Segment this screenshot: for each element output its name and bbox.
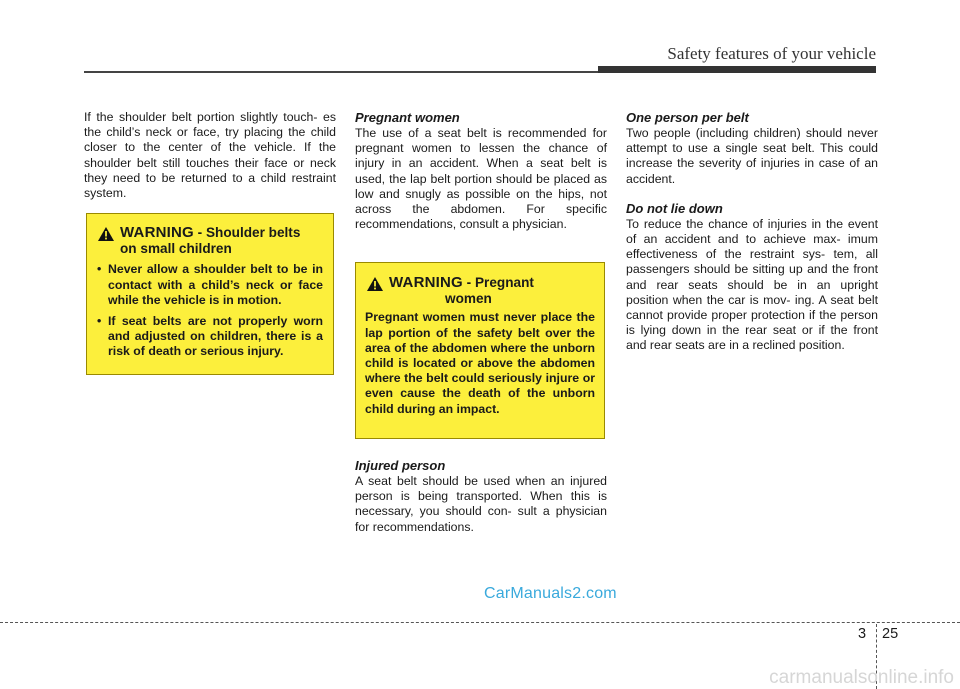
warning-triangle-icon bbox=[97, 226, 115, 242]
warning-title-line2: on small children bbox=[120, 241, 232, 257]
injured-person-paragraph: A seat belt should be used when an injured person is being transported. When this is necessary, you should con- sult a physician for recommendations. bbox=[355, 474, 607, 534]
warning-header bbox=[365, 275, 595, 306]
column-middle bbox=[355, 110, 607, 232]
warning-header bbox=[96, 225, 323, 256]
column-middle-lower bbox=[355, 458, 607, 535]
warning-word: WARNING bbox=[389, 274, 463, 291]
warning-bullet: • Never allow a shoulder belt to be in contact with a child’s neck or face while the vehicle is in motion. bbox=[96, 262, 323, 308]
heading-injured-person: Injured person bbox=[355, 458, 446, 473]
chapter-number: 3 bbox=[858, 626, 867, 642]
pregnant-women-paragraph: The use of a seat belt is recommended for pregnant women to lessen the chance of injury in an accident. When a seat belt is used, the lap belt portion should be placed as low and snugly as possible on the hips, not across the abdomen. For specific recommendations, consult a physician. bbox=[355, 126, 607, 232]
footer-divider bbox=[0, 622, 960, 623]
warning-bullet: • If seat belts are not properly worn and adjusted on children, there is a risk of death or serious injury. bbox=[96, 314, 323, 360]
warning-bullet-list bbox=[96, 262, 323, 359]
column-left bbox=[84, 110, 336, 201]
warning-box-pregnant-women bbox=[355, 262, 605, 439]
heading-one-person-per-belt: One person per belt bbox=[626, 110, 749, 125]
warning-title: - Shoulder belts bbox=[193, 225, 301, 240]
footer-watermark: carmanualsonline.info bbox=[769, 667, 954, 688]
intro-paragraph: If the shoulder belt portion slightly touch- es the child’s neck or face, try placing the child closer to the center of the vehicle. If the shoulder belt still touches their face or neck they need to be returned to a child restraint system. bbox=[84, 110, 336, 201]
page-number: 25 bbox=[882, 626, 899, 642]
warning-box-shoulder-belts bbox=[86, 213, 334, 375]
warning-word: WARNING bbox=[120, 224, 194, 241]
heading-pregnant-women: Pregnant women bbox=[355, 110, 460, 125]
heading-do-not-lie-down: Do not lie down bbox=[626, 200, 723, 216]
watermark-logo: CarManuals2.com bbox=[484, 585, 617, 602]
section-title: Safety features of your vehicle bbox=[667, 44, 876, 63]
warning-body: Pregnant women must never place the lap portion of the safety belt over the area of the abdomen where the unborn child is located or above the abdomen where the belt could seriously injure or even cause the death of the unborn child during an impact. bbox=[365, 310, 595, 416]
header-tab-bar bbox=[598, 66, 876, 73]
warning-triangle-icon bbox=[366, 276, 384, 292]
lie-down-paragraph: To reduce the chance of injuries in the event of an accident and to achieve max- imum effectiveness of the restraint sys- tem, all passengers should be sitting up and the front and rear seats should be in an upright position when the car is mov- ing. A seat belt cannot provide proper protection if the person is lying down in the rear seat or if the front and rear seats are in a reclined position. bbox=[626, 216, 878, 353]
column-right bbox=[626, 110, 878, 354]
warning-title-line2: women bbox=[445, 291, 492, 307]
one-person-paragraph: Two people (including children) should never attempt to use a single seat belt. This could increase the severity of injuries in case of an accident. bbox=[626, 126, 878, 186]
warning-title: - Pregnant bbox=[462, 275, 534, 290]
